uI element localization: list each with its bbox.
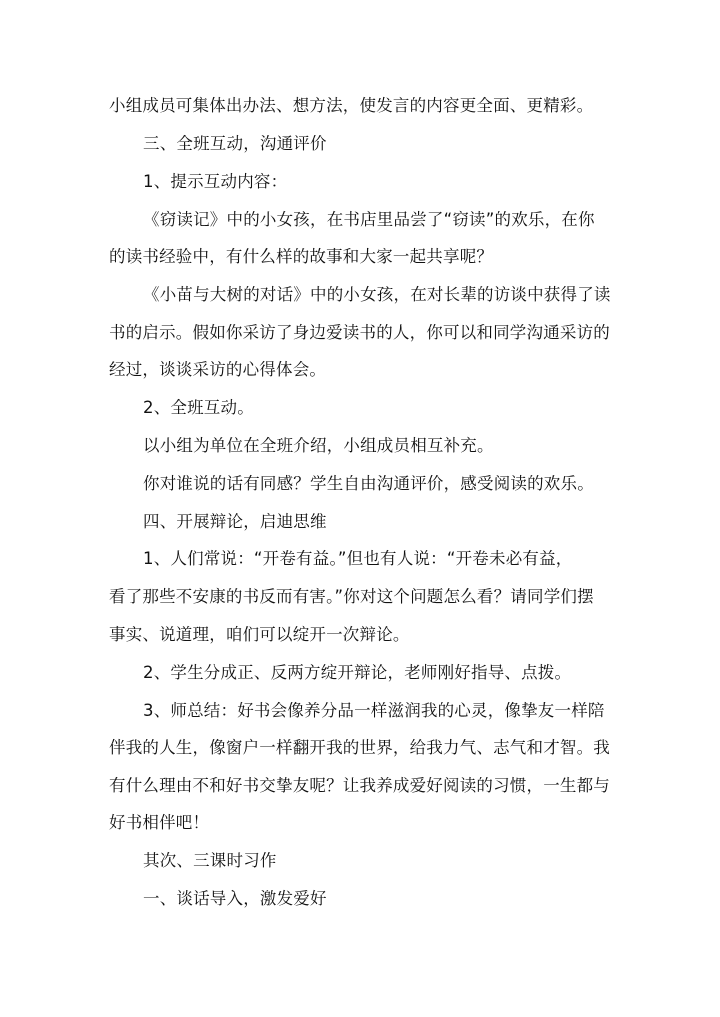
text-line: 2、学生分成正、反两方绽开辩论，老师刚好指导、点拨。 bbox=[143, 663, 572, 682]
text-line: 小组成员可集体出办法、想方法，使发言的内容更全面、更精彩。 bbox=[109, 96, 594, 115]
subsection-heading: 1、提示互动内容： bbox=[143, 172, 288, 191]
section-heading: 四、开展辩论，启迪思维 bbox=[143, 512, 327, 531]
section-heading: 其次、三课时习作 bbox=[143, 851, 277, 870]
text-line: 好书相伴吧！ bbox=[109, 813, 210, 832]
text-line: 有什么理由不和好书交挚友呢？让我养成爱好阅读的习惯，一生都与 bbox=[109, 776, 610, 795]
text-line: 1、人们常说：“开卷有益。”但也有人说：“开卷未必有益， bbox=[143, 549, 573, 568]
section-heading: 一、谈话导入，激发爱好 bbox=[143, 889, 327, 908]
subsection-heading: 2、全班互动。 bbox=[143, 398, 254, 417]
text-line: 以小组为单位在全班介绍，小组成员相互补充。 bbox=[143, 436, 494, 455]
text-line: 看了那些不安康的书反而有害。”你对这个问题怎么看？请同学们摆 bbox=[109, 587, 594, 606]
text-line: 你对谁说的话有同感？学生自由沟通评价，感受阅读的欢乐。 bbox=[143, 474, 594, 493]
text-line: 的读书经验中，有什么样的故事和大家一起共享呢？ bbox=[109, 247, 494, 266]
text-line: 3、师总结：好书会像养分品一样滋润我的心灵，像挚友一样陪 bbox=[143, 701, 605, 720]
section-heading: 三、全班互动，沟通评价 bbox=[143, 134, 327, 153]
text-line: 《窃读记》中的小女孩，在书店里品尝了“窃读”的欢乐，在你 bbox=[143, 210, 595, 229]
text-line: 伴我的人生，像窗户一样翻开我的世界，给我力气、志气和才智。我 bbox=[109, 738, 610, 757]
text-line: 书的启示。假如你采访了身边爱读书的人，你可以和同学沟通采访的 bbox=[109, 323, 610, 342]
text-line: 事实、说道理，咱们可以绽开一次辩论。 bbox=[109, 625, 410, 644]
text-line: 经过，谈谈采访的心得体会。 bbox=[109, 360, 327, 379]
text-line: 《小苗与大树的对话》中的小女孩，在对长辈的访谈中获得了读 bbox=[143, 285, 611, 304]
